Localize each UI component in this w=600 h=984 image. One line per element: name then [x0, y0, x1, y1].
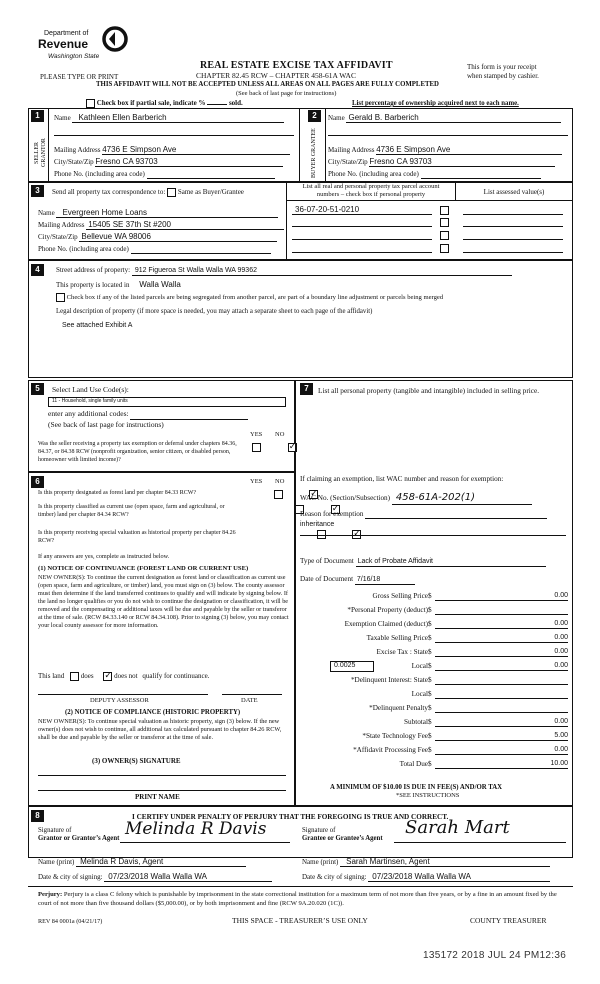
- land-use-select[interactable]: 11 - Household, single family units: [48, 397, 286, 407]
- parcel-field-2[interactable]: [292, 218, 432, 227]
- qualify-label: qualify for continuance.: [142, 672, 210, 681]
- grantor-date-row: [38, 872, 272, 882]
- doc-date-row: [300, 575, 415, 585]
- tax-row-value: 0.00: [554, 648, 568, 655]
- receipt-note1: This form is your receipt: [467, 63, 537, 71]
- perjury-notice: [38, 891, 568, 908]
- exemption-yes-checkbox[interactable]: [252, 443, 261, 452]
- parcel-field-1[interactable]: 36-07-20-51-0210: [292, 205, 432, 215]
- tax-row-field[interactable]: [435, 760, 568, 769]
- tax-row: [300, 704, 568, 717]
- segregated-row: [56, 293, 443, 302]
- parcel-row-4: [292, 244, 563, 253]
- tax-row: [300, 592, 568, 605]
- seller-phone-field[interactable]: [147, 170, 275, 179]
- please-type: PLEASE TYPE OR PRINT: [40, 73, 119, 81]
- sold-label: sold.: [228, 99, 243, 108]
- tax-row-label: Excise Tax : State: [376, 648, 428, 656]
- tax-row-field[interactable]: [435, 732, 568, 741]
- print-name-label: PRINT NAME: [135, 793, 180, 801]
- deputy-date-label: DATE: [241, 697, 258, 704]
- owner-signature-label: (3) OWNER(S) SIGNATURE: [92, 757, 181, 765]
- dollar-sign: $: [428, 662, 432, 670]
- buyer-mail-field[interactable]: 4736 E Simpson Ave: [376, 145, 562, 155]
- tax-row: [300, 690, 568, 703]
- buyer-mail-row: [328, 145, 568, 155]
- grantee-date-label: Date & city of signing:: [302, 873, 367, 881]
- form-title: REAL ESTATE EXCISE TAX AFFIDAVIT: [200, 60, 393, 71]
- reason-field[interactable]: inheritance: [300, 521, 335, 528]
- reason-label: Reason for exemption: [300, 510, 364, 518]
- dept-line1: Department of: [44, 30, 89, 37]
- parcel-field-4[interactable]: [292, 244, 432, 253]
- tax-row-value: 0.00: [554, 634, 568, 641]
- dollar-sign: $: [428, 606, 432, 614]
- grantor-name-field[interactable]: Melinda R Davis, Agent: [76, 857, 246, 867]
- seller-phone-row: [54, 170, 294, 179]
- dollar-sign: $: [428, 718, 432, 726]
- reason-row: [300, 510, 547, 519]
- sec5-yes-header: YES: [250, 431, 263, 438]
- doc-date-field[interactable]: 7/16/18: [355, 576, 415, 585]
- tax-row-label: Subtotal: [404, 718, 428, 726]
- tax-row-field[interactable]: [435, 620, 568, 629]
- land-qualify-row: [38, 672, 209, 681]
- grantor-signature-line[interactable]: [120, 842, 290, 843]
- owner-signature-line[interactable]: [38, 775, 286, 776]
- grantee-sig-label1: Signature of: [302, 827, 336, 834]
- grantee-name-label: Name (print): [302, 858, 339, 866]
- grantor-sig-label2: Grantor or Grantor’s Agent: [38, 835, 120, 842]
- notice1-text: NEW OWNER(S): To continue the current designation as forest land or classification as current use (open space, farm and agriculture, or timber) land, you must sign on (3) below. The county assessor must then determine if the land transferred continues to qualify and will indicate by signing below. If the land no longer qualifies or you do not wish to continue the designation or classification, it will be removed and the compensating or additional taxes will be due and payable by the seller or transferor at the time of sale. (RCW 84.33.140 or RCW 84.34.108). Prior to signing (3) below, you may contact your local county assessor for more information.: [38, 574, 289, 630]
- buyer-side-label: BUYER GRANTEE: [311, 128, 317, 178]
- doc-type-field[interactable]: Lack of Probate Affidavit: [356, 558, 546, 567]
- form-chapter: CHAPTER 82.45 RCW – CHAPTER 458-61A WAC: [196, 71, 356, 80]
- minimum-due-note: A MINIMUM OF $10.00 IS DUE IN FEE(S) AND/OR TAX: [330, 784, 503, 791]
- dollar-sign: $: [428, 620, 432, 628]
- legal-field[interactable]: See attached Exhibit A: [62, 322, 133, 329]
- tax-row-field[interactable]: [435, 606, 568, 615]
- section6-number: 6: [31, 476, 44, 488]
- additional-codes-field[interactable]: [130, 410, 248, 420]
- treasurer-use-label: THIS SPACE - TREASURER’S USE ONLY: [232, 916, 368, 925]
- reason-line[interactable]: [365, 510, 547, 519]
- form-warning: THIS AFFIDAVIT WILL NOT BE ACCEPTED UNLESS ALL AREAS ON ALL PAGES ARE FULLY COMPLETED: [96, 81, 439, 88]
- forest-yes-checkbox[interactable]: [274, 490, 283, 499]
- dollar-sign: $: [428, 648, 432, 656]
- grantor-name-row: [38, 857, 246, 867]
- owner-print-line[interactable]: [38, 790, 286, 791]
- perjury-text: Perjury is a class C felony which is punishable by imprisonment in the state correctional institution for a maximum term of not more than five years, or by a fine in an amount fixed by the court of not more than five thousand dollars ($5,000.00), or by both imprisonment and fine (RCW 9A.20.020 (1C)).: [38, 891, 557, 907]
- tax-row: [300, 676, 568, 689]
- tax-row: [300, 620, 568, 633]
- buyer-city-row: [328, 157, 568, 167]
- segregated-label: Check box if any of the listed parcels are being segregated from another parcel, are part of a boundary line adjustment or parcels being merged: [66, 294, 444, 302]
- grantor-name-label: Name (print): [38, 858, 75, 866]
- county-treasurer-label: COUNTY TREASURER: [470, 916, 547, 925]
- seller-city-field[interactable]: Fresno CA 93703: [95, 157, 283, 167]
- wac-field[interactable]: 458-61A-202(1): [392, 492, 532, 505]
- parcel-row-3: [292, 231, 563, 240]
- corr-mail-row: [38, 220, 284, 230]
- see-back: (See back of last page for instructions): [236, 90, 337, 97]
- grantee-signature-line[interactable]: [394, 842, 566, 843]
- personal-property-checkbox-4[interactable]: [440, 244, 449, 253]
- assessed-header: List assessed value(s): [483, 188, 545, 196]
- segregated-checkbox[interactable]: [56, 293, 65, 302]
- parcel-header1: List all real and personal property tax parcel account: [302, 183, 440, 190]
- section2-number: 2: [308, 110, 321, 122]
- street-label: Street address of property:: [56, 266, 131, 274]
- tax-row-field[interactable]: [435, 718, 568, 727]
- send-to-label: Send all property tax correspondence to:: [52, 188, 166, 197]
- notice2-title: (2) NOTICE OF COMPLIANCE (HISTORIC PROPERTY): [65, 709, 241, 716]
- buyer-name-row: [328, 113, 568, 123]
- tax-row-field[interactable]: [435, 704, 568, 713]
- located-field[interactable]: Walla Walla: [139, 280, 181, 289]
- located-label: This property is located in: [56, 281, 130, 289]
- buyer-phone-field[interactable]: [421, 170, 541, 179]
- tax-row-field[interactable]: [435, 746, 568, 755]
- tax-row: [300, 760, 568, 773]
- receipt-stamp: 135172 2018 JUL 24 PM12:36: [423, 950, 567, 961]
- deputy-assessor-label: DEPUTY ASSESSOR: [90, 697, 149, 704]
- seller-mail-row: [54, 145, 294, 155]
- tax-row: [300, 732, 568, 745]
- land-use-see-back: (See back of last page for instructions): [48, 420, 164, 429]
- tax-row-value: 10.00: [550, 760, 568, 767]
- dollar-sign: $: [428, 704, 432, 712]
- tax-row: [300, 746, 568, 759]
- tax-row-label: *Delinquent Penalty: [369, 704, 428, 712]
- tax-row-field[interactable]: [435, 690, 568, 699]
- dollar-sign: $: [428, 634, 432, 642]
- receipt-note2: when stamped by cashier.: [467, 72, 539, 80]
- seller-phone-label: Phone No. (including area code): [54, 170, 145, 178]
- tax-row: [300, 718, 568, 731]
- partial-sale-row: [86, 99, 243, 108]
- located-row: [56, 280, 181, 289]
- deputy-assessor-line[interactable]: [38, 694, 208, 695]
- partial-sale-label: Check box if partial sale, indicate %: [96, 99, 206, 108]
- grantee-name-row: [302, 857, 550, 867]
- corr-city-label: City/State/Zip: [38, 233, 78, 241]
- land-does-not-label: does not: [114, 672, 138, 681]
- corr-name-field[interactable]: Evergreen Home Loans: [56, 208, 278, 218]
- section-designation: [28, 472, 295, 806]
- notice1-title: (1) NOTICE OF CONTINUANCE (FOREST LAND OR CURRENT USE): [38, 565, 249, 572]
- sec6-yes-header: YES: [250, 478, 263, 485]
- buyer-phone-label: Phone No. (including area code): [328, 170, 419, 178]
- dept-line3: Washington State: [48, 53, 100, 60]
- grantee-date-row: [302, 872, 550, 882]
- personal-property-label: List all personal property (tangible and intangible) included in selling price.: [318, 386, 540, 395]
- buyer-phone-row: [328, 170, 568, 179]
- corr-phone-row: [38, 245, 271, 254]
- tax-row: [300, 662, 568, 675]
- tax-row-value: 5.00: [554, 732, 568, 739]
- section-property: [28, 260, 573, 378]
- wac-row: [300, 492, 532, 505]
- assessed-field-2[interactable]: [463, 218, 563, 227]
- land-does-not-checkbox[interactable]: [103, 672, 112, 681]
- tax-row-field[interactable]: [435, 634, 568, 643]
- send-to-row: [52, 188, 244, 197]
- section8-number: 8: [31, 810, 44, 822]
- street-field[interactable]: 912 Figueroa St Walla Walla WA 99362: [132, 267, 512, 276]
- partial-sale-checkbox[interactable]: [86, 99, 95, 108]
- parcel-row-1: [292, 205, 563, 215]
- parcel-field-3[interactable]: [292, 231, 432, 240]
- local-rate-field[interactable]: 0.0025: [330, 661, 374, 672]
- corr-mail-field[interactable]: 15405 SE 37th St #200: [86, 220, 284, 230]
- same-as-buyer-checkbox[interactable]: [167, 188, 176, 197]
- tax-row-label: *State Technology Fee: [362, 732, 428, 740]
- tax-row-label: *Personal Property (deduct): [347, 606, 428, 614]
- tax-row: [300, 648, 568, 661]
- sec5-no-header: NO: [275, 431, 285, 438]
- tax-row-value: 0.00: [554, 662, 568, 669]
- tax-table: [300, 592, 568, 772]
- tax-row-label: *Delinquent Interest: State: [350, 676, 428, 684]
- dollar-sign: $: [428, 690, 432, 698]
- dollar-sign: $: [428, 746, 432, 754]
- tax-row-label: Gross Selling Price: [372, 592, 428, 600]
- exemption-question: Was the seller receiving a property tax exemption or deferral under chapters 84.36, 84.37, or 84.38 RCW (nonprofit organization, senior citizen, or disabled person, homeowner with limited income)?: [38, 441, 237, 463]
- personal-property-checkbox-2[interactable]: [440, 218, 449, 227]
- assessed-field-1[interactable]: [463, 206, 563, 215]
- tax-row: [300, 606, 568, 619]
- seller-mail-field[interactable]: 4736 E Simpson Ave: [102, 145, 290, 155]
- tax-row-value: 0.00: [554, 746, 568, 753]
- dollar-sign: $: [428, 676, 432, 684]
- tax-row-field[interactable]: [435, 662, 568, 671]
- section5-number: 5: [31, 383, 44, 395]
- list-pct: List percentage of ownership acquired next to each name.: [352, 100, 519, 107]
- land-does-label: does: [80, 672, 94, 681]
- tax-row-value: 0.00: [554, 592, 568, 599]
- seller-name-label: Name: [54, 114, 71, 122]
- tax-row-field[interactable]: [435, 592, 568, 601]
- grantor-signature: Melinda R Davis: [125, 819, 267, 839]
- corr-phone-label: Phone No. (including area code): [38, 245, 129, 253]
- tax-row-label: Local: [411, 662, 428, 670]
- corr-name-row: [38, 208, 278, 218]
- doc-type-row: [300, 557, 546, 567]
- land-label: This land: [38, 672, 65, 681]
- dor-logo: [30, 26, 130, 66]
- grantor-date-field[interactable]: 07/23/2018 Walla Walla WA: [104, 872, 272, 882]
- notice2-text: NEW OWNER(S): To continue special valuation as historic property, sign (3) below. If the new owner(s) does not wish to continue, all additional tax calculated pursuant to chapter 84.26 RCW, shall be due and payable by the seller or transferor at the time of sale.: [38, 718, 282, 741]
- parcel-row-2: [292, 218, 563, 227]
- wac-label: WAC No. (Section/Subsection): [300, 494, 391, 502]
- grantor-date-label: Date & city of signing:: [38, 873, 103, 881]
- corr-mail-label: Mailing Address: [38, 221, 85, 229]
- parcel-header2: numbers – check box if personal property: [316, 191, 426, 198]
- historic-question: Is this property receiving special valuation as historical property per chapter 84.26 RCW?: [38, 530, 236, 544]
- deputy-date-line[interactable]: [222, 694, 282, 695]
- grantee-signature: Sarah Mart: [405, 817, 510, 838]
- dollar-sign: $: [428, 592, 432, 600]
- forest-question: Is this property designated as forest land per chapter 84.33 RCW?: [38, 490, 197, 496]
- tax-row-value: 0.00: [554, 718, 568, 725]
- additional-codes-row: [48, 410, 248, 420]
- section7-number: 7: [300, 383, 313, 395]
- corr-city-row: [38, 232, 277, 242]
- tax-row-label: Taxable Selling Price: [366, 634, 428, 642]
- exemption-claim-label: If claiming an exemption, list WAC number and reason for exemption:: [300, 475, 504, 483]
- seller-name-row: [54, 113, 294, 123]
- grantor-sig-label1: Signature of: [38, 827, 72, 834]
- tax-row-value: 0.00: [554, 620, 568, 627]
- corr-phone-field[interactable]: [131, 245, 271, 254]
- street-row: [56, 266, 512, 276]
- buyer-name-field[interactable]: Gerald B. Barberich: [346, 113, 561, 123]
- section1-number: 1: [31, 110, 44, 122]
- buyer-city-field[interactable]: Fresno CA 93703: [369, 157, 555, 167]
- assessed-field-3[interactable]: [463, 231, 563, 240]
- legal-label: Legal description of property (if more space is needed, you may attach a separate sheet to each page of the affidavit): [56, 308, 373, 315]
- if-yes-note: If any answers are yes, complete as instructed below.: [38, 553, 170, 560]
- certify-text: I CERTIFY UNDER PENALTY OF PERJURY THAT THE FOREGOING IS TRUE AND CORRECT.: [132, 813, 449, 821]
- dor-logo-icon: [102, 26, 128, 52]
- additional-codes-label: enter any additional codes:: [48, 409, 129, 418]
- dept-line2: Revenue: [38, 37, 89, 51]
- seller-city-label: City/State/Zip: [54, 158, 94, 166]
- assessed-field-4[interactable]: [463, 244, 563, 253]
- personal-property-checkbox-3[interactable]: [440, 231, 449, 240]
- buyer-mail-label: Mailing Address: [328, 146, 375, 154]
- tax-row-field[interactable]: [435, 676, 568, 685]
- tax-row-label: Total Due: [399, 760, 428, 768]
- dollar-sign: $: [428, 760, 432, 768]
- corr-city-field[interactable]: Bellevue WA 98006: [79, 232, 277, 242]
- perjury-label: Perjury:: [38, 891, 63, 898]
- land-does-checkbox[interactable]: [70, 672, 79, 681]
- form-revision: REV 84 0001a (04/21/17): [38, 918, 103, 925]
- tax-row-label: *Affidavit Processing Fee: [353, 746, 428, 754]
- buyer-name-label: Name: [328, 114, 345, 122]
- tax-row-label: Exemption Claimed (deduct): [344, 620, 428, 628]
- current-use-question: Is this property classified as current use (open space, farm and agricultural, or timber) land per chapter 84.34 RCW?: [38, 504, 225, 518]
- grantee-date-field[interactable]: 07/23/2018 Walla Walla WA: [368, 872, 550, 882]
- buyer-city-label: City/State/Zip: [328, 158, 368, 166]
- section3-number: 3: [31, 185, 44, 197]
- dollar-sign: $: [428, 732, 432, 740]
- seller-side-label: SELLER GRANTOR: [34, 138, 47, 168]
- tax-row: [300, 634, 568, 647]
- grantee-sig-label2: Grantee or Grantee’s Agent: [302, 835, 383, 842]
- corr-name-label: Name: [38, 209, 55, 217]
- land-use-label: Select Land Use Code(s):: [52, 385, 129, 394]
- doc-type-label: Type of Document: [300, 557, 354, 565]
- seller-city-row: [54, 157, 294, 167]
- tax-row-field[interactable]: [435, 648, 568, 657]
- seller-name-field[interactable]: Kathleen Ellen Barberich: [72, 113, 284, 123]
- personal-property-checkbox-1[interactable]: [440, 206, 449, 215]
- see-instructions-note: *SEE INSTRUCTIONS: [396, 792, 460, 799]
- sec6-no-header: NO: [275, 478, 285, 485]
- tax-row-label: Local: [411, 690, 428, 698]
- doc-date-label: Date of Document: [300, 575, 354, 583]
- same-as-buyer-label: Same as Buyer/Grantee: [177, 188, 244, 197]
- grantee-name-field[interactable]: Sarah Martinsen, Agent: [340, 857, 550, 867]
- seller-mail-label: Mailing Address: [54, 146, 101, 154]
- section4-number: 4: [31, 264, 44, 276]
